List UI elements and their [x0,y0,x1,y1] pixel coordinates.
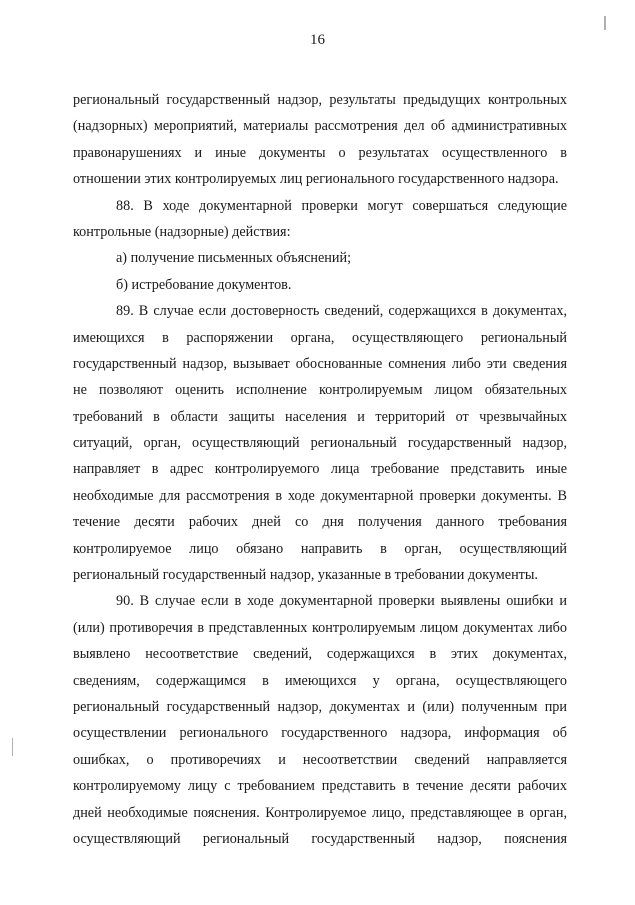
text-line: контрольные (надзорные) действия: [73,223,291,240]
text-line: а) получение письменных объяснений; [116,250,352,267]
text-line: имеющихся в распоряжении органа, осуществляющего региональный [73,329,567,346]
text-line: отношении этих контролируемых лиц регионального государственного надзора. [73,171,559,188]
text-line: 88. В ходе документарной проверки могут совершаться следующие [116,197,567,214]
text-line: направляет в адрес контролируемого лица требование представить иные [73,461,567,478]
text-line: б) истребование документов. [116,276,292,293]
text-line: необходимые для рассмотрения в ходе документарной проверки документы. В [73,487,567,504]
text-line: контролируемому лицу с требованием представить в течение десяти рабочих [73,778,567,795]
text-line: правонарушениях и иные документы о результатах осуществленного в [73,144,567,161]
text-line: контролируемое лицо обязано направить в орган, осуществляющий [73,540,567,557]
scan-speck [604,16,606,30]
text-line: государственный надзор, вызывает обоснованные сомнения либо эти сведения [73,355,567,372]
text-line: требований в области защиты населения и территорий от чрезвычайных [73,408,567,425]
text-line: осуществляющий региональный государственный надзор, пояснения [73,830,567,847]
text-line: выявлено несоответствие сведений, содержащихся в этих документах, [73,646,567,663]
text-line: 89. В случае если достоверность сведений, содержащихся в документах, [116,303,567,320]
scan-speck [12,738,13,756]
text-line: 90. В случае если в ходе документарной проверки выявлены ошибки и [116,593,567,610]
text-line: осуществлении регионального государственного надзора, информация об [73,725,567,742]
page-number: 16 [310,32,325,48]
text-line: региональный государственный надзор, результаты предыдущих контрольных [73,92,567,108]
body-text [73,87,567,852]
text-line: региональный государственный надзор, указанные в требовании документы. [73,567,538,584]
text-line: (надзорных) мероприятий, материалы рассмотрения дел об административных [73,118,567,135]
text-line: дней необходимые пояснения. Контролируемое лицо, представляющее в орган, [73,804,567,821]
text-line: (или) противоречия в представленных контролируемым лицом документах либо [73,619,567,636]
text-line: ошибках, о противоречиях и несоответствии сведений направляется [73,751,567,768]
text-line: региональный государственный надзор, документах и (или) полученным при [73,698,567,715]
text-line: ситуаций, орган, осуществляющий региональный государственный надзор, [73,435,567,452]
text-line: не позволяют оценить исполнение контролируемым лицом обязательных [73,382,567,399]
text-line: течение десяти рабочих дней со дня получения данного требования [73,514,567,531]
text-line: сведениям, содержащимся в имеющихся у органа, осуществляющего [73,672,567,689]
